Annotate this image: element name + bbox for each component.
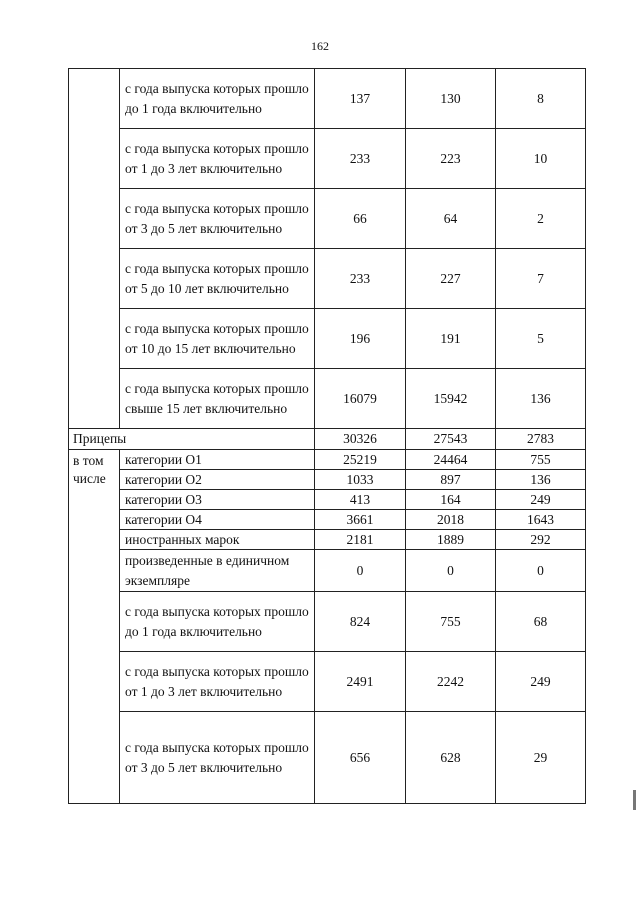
row-label: с года выпуска которых прошло от 10 до 15 лет включительно xyxy=(120,309,315,369)
table-row xyxy=(69,550,586,592)
cell-value-2: 223 xyxy=(406,129,496,189)
statistics-table xyxy=(68,68,586,804)
cell-value-3: 249 xyxy=(496,490,586,510)
group-label: в том числе xyxy=(69,450,120,804)
cell-value-2: 0 xyxy=(406,550,496,592)
cell-value-1: 0 xyxy=(315,550,406,592)
table-row xyxy=(69,652,586,712)
cell-value-2: 15942 xyxy=(406,369,496,429)
cell-value-1: 413 xyxy=(315,490,406,510)
scan-edge-mark xyxy=(633,790,636,810)
cell-value-1: 656 xyxy=(315,712,406,804)
cell-value-3: 136 xyxy=(496,470,586,490)
cell-value-1: 137 xyxy=(315,69,406,129)
cell-value-2: 2242 xyxy=(406,652,496,712)
table-row xyxy=(69,450,586,470)
row-label: категории О3 xyxy=(120,490,315,510)
row-label: с года выпуска которых прошло от 3 до 5 лет включительно xyxy=(120,189,315,249)
cell-value-1: 196 xyxy=(315,309,406,369)
cell-value-1: 2181 xyxy=(315,530,406,550)
cell-value-2: 24464 xyxy=(406,450,496,470)
cell-value-1: 2491 xyxy=(315,652,406,712)
table-row xyxy=(69,712,586,804)
cell-value-3: 68 xyxy=(496,592,586,652)
row-label: категории О4 xyxy=(120,510,315,530)
cell-value-3: 29 xyxy=(496,712,586,804)
page-number: 162 xyxy=(311,39,329,53)
row-label: с года выпуска которых прошло свыше 15 лет включительно xyxy=(120,369,315,429)
cell-value-3: 1643 xyxy=(496,510,586,530)
cell-value-1: 233 xyxy=(315,249,406,309)
table-row xyxy=(69,369,586,429)
cell-value-2: 1889 xyxy=(406,530,496,550)
cell-value-3: 2 xyxy=(496,189,586,249)
row-label: с года выпуска которых прошло до 1 года включительно xyxy=(120,592,315,652)
trailers-label: Прицепы xyxy=(69,429,315,450)
cell-value-3: 7 xyxy=(496,249,586,309)
cell-value-3: 755 xyxy=(496,450,586,470)
cell-value-1: 3661 xyxy=(315,510,406,530)
table-row xyxy=(69,530,586,550)
cell-value-3: 136 xyxy=(496,369,586,429)
row-label: категории О2 xyxy=(120,470,315,490)
row-label: с года выпуска которых прошло от 1 до 3 лет включительно xyxy=(120,129,315,189)
row-label: категории О1 xyxy=(120,450,315,470)
table-row xyxy=(69,189,586,249)
cell-value-2: 130 xyxy=(406,69,496,129)
table-row xyxy=(69,490,586,510)
cell-value-2: 191 xyxy=(406,309,496,369)
row-label: произведенные в единичном экземпляре xyxy=(120,550,315,592)
cell-value-2: 897 xyxy=(406,470,496,490)
cell-value-2: 628 xyxy=(406,712,496,804)
cell-value-1: 16079 xyxy=(315,369,406,429)
cell-value-2: 227 xyxy=(406,249,496,309)
cell-value-3: 10 xyxy=(496,129,586,189)
cell-value-2: 755 xyxy=(406,592,496,652)
cell-value-2: 164 xyxy=(406,490,496,510)
cell-value-1: 233 xyxy=(315,129,406,189)
table-row xyxy=(69,129,586,189)
table-row xyxy=(69,510,586,530)
cell-value-3: 8 xyxy=(496,69,586,129)
table-row xyxy=(69,69,586,129)
table-row xyxy=(69,592,586,652)
table-row xyxy=(69,249,586,309)
row-label: с года выпуска которых прошло до 1 года включительно xyxy=(120,69,315,129)
cell-value-2: 2018 xyxy=(406,510,496,530)
cell-value-1: 1033 xyxy=(315,470,406,490)
row-label: иностранных марок xyxy=(120,530,315,550)
table-row xyxy=(69,470,586,490)
cell-value-1: 66 xyxy=(315,189,406,249)
row-label: с года выпуска которых прошло от 1 до 3 лет включительно xyxy=(120,652,315,712)
table-row xyxy=(69,309,586,369)
empty-group-cell xyxy=(69,69,120,429)
cell-value-3: 5 xyxy=(496,309,586,369)
cell-value-2: 64 xyxy=(406,189,496,249)
cell-value-3: 249 xyxy=(496,652,586,712)
cell-value-1: 30326 xyxy=(315,429,406,450)
cell-value-1: 824 xyxy=(315,592,406,652)
cell-value-3: 292 xyxy=(496,530,586,550)
cell-value-3: 0 xyxy=(496,550,586,592)
cell-value-2: 27543 xyxy=(406,429,496,450)
cell-value-3: 2783 xyxy=(496,429,586,450)
cell-value-1: 25219 xyxy=(315,450,406,470)
trailers-row xyxy=(69,429,586,450)
row-label: с года выпуска которых прошло от 3 до 5 лет включительно xyxy=(120,712,315,804)
row-label: с года выпуска которых прошло от 5 до 10 лет включительно xyxy=(120,249,315,309)
